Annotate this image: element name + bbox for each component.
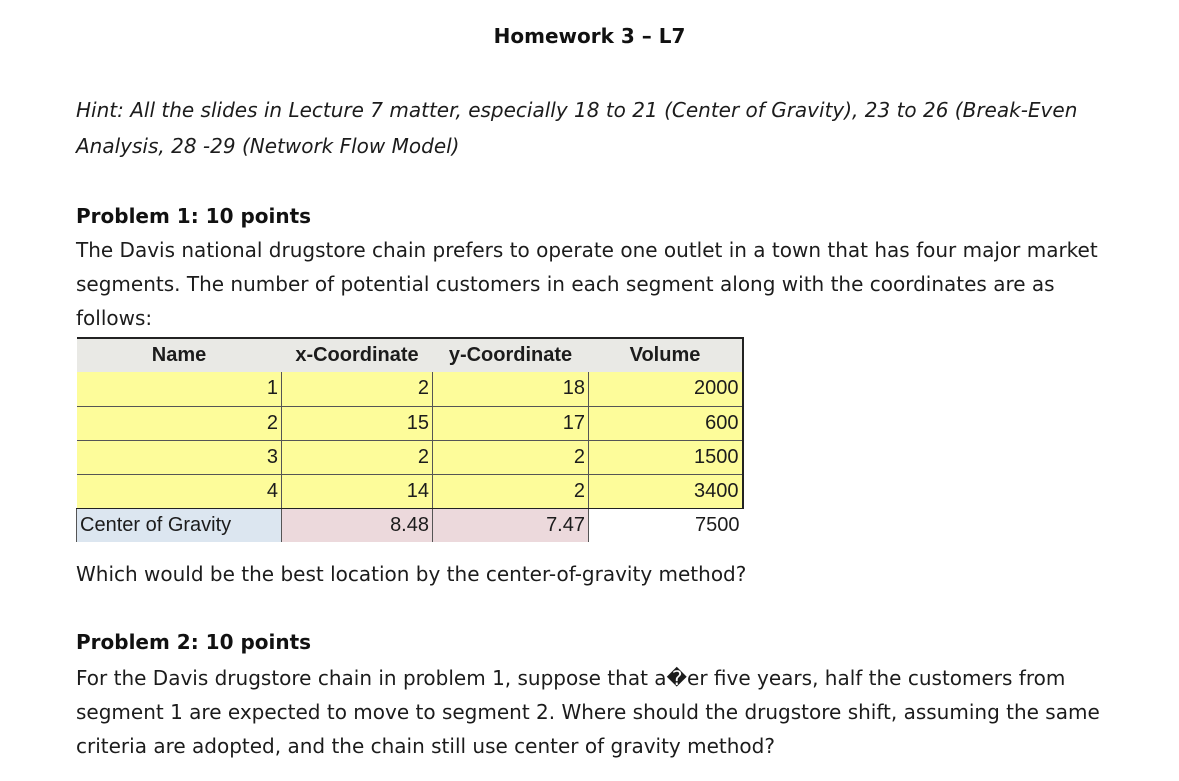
header-volume: Volume <box>589 338 743 372</box>
table-row <box>77 440 743 474</box>
center-of-gravity-row <box>77 508 743 542</box>
cell-x: 2 <box>282 440 433 474</box>
problem-1-question: Which would be the best location by the center-of-gravity method? <box>76 562 747 586</box>
table-row <box>77 372 743 406</box>
table-row <box>77 406 743 440</box>
cell-x: 15 <box>282 406 433 440</box>
cell-volume: 3400 <box>589 474 743 508</box>
cog-label: Center of Gravity <box>77 508 282 542</box>
cell-name: 3 <box>77 440 282 474</box>
header-name: Name <box>77 338 282 372</box>
header-x-coordinate: x-Coordinate <box>282 338 433 372</box>
cell-name: 1 <box>77 372 282 406</box>
segments-table <box>76 337 744 542</box>
problem-1-text: The Davis national drugstore chain prefers to operate one outlet in a town that has four major market segments. The number of potential customers in each segment along with the coordinates are as follows: <box>76 238 1098 330</box>
cog-volume-total: 7500 <box>589 508 743 542</box>
cell-volume: 600 <box>589 406 743 440</box>
problem-1-heading: Problem 1: 10 points <box>76 204 312 228</box>
cell-volume: 2000 <box>589 372 743 406</box>
cell-name: 4 <box>77 474 282 508</box>
cell-y: 2 <box>433 474 589 508</box>
cell-y: 18 <box>433 372 589 406</box>
table-header-row <box>77 338 743 372</box>
hint-text: Hint: All the slides in Lecture 7 matter, especially 18 to 21 (Center of Gravity), 23 to 26 (Break-Even Analysis, 28 -29 (Network Flow Model) <box>76 98 1078 158</box>
cell-x: 14 <box>282 474 433 508</box>
cell-y: 2 <box>433 440 589 474</box>
document-title: Homework 3 – L7 <box>493 24 686 48</box>
cog-y: 7.47 <box>433 508 589 542</box>
problem-2-text: For the Davis drugstore chain in problem 1, suppose that a�er five years, half the customers from segment 1 are expected to move to segment 2. Where should the drugstore shift, assuming the same criteria are adopted, and the chain still use center of gravity method? <box>76 666 1100 758</box>
table-row <box>77 474 743 508</box>
cell-x: 2 <box>282 372 433 406</box>
problem-2-heading: Problem 2: 10 points <box>76 630 312 654</box>
cell-name: 2 <box>77 406 282 440</box>
cog-x: 8.48 <box>282 508 433 542</box>
header-y-coordinate: y-Coordinate <box>433 338 589 372</box>
cell-volume: 1500 <box>589 440 743 474</box>
cell-y: 17 <box>433 406 589 440</box>
